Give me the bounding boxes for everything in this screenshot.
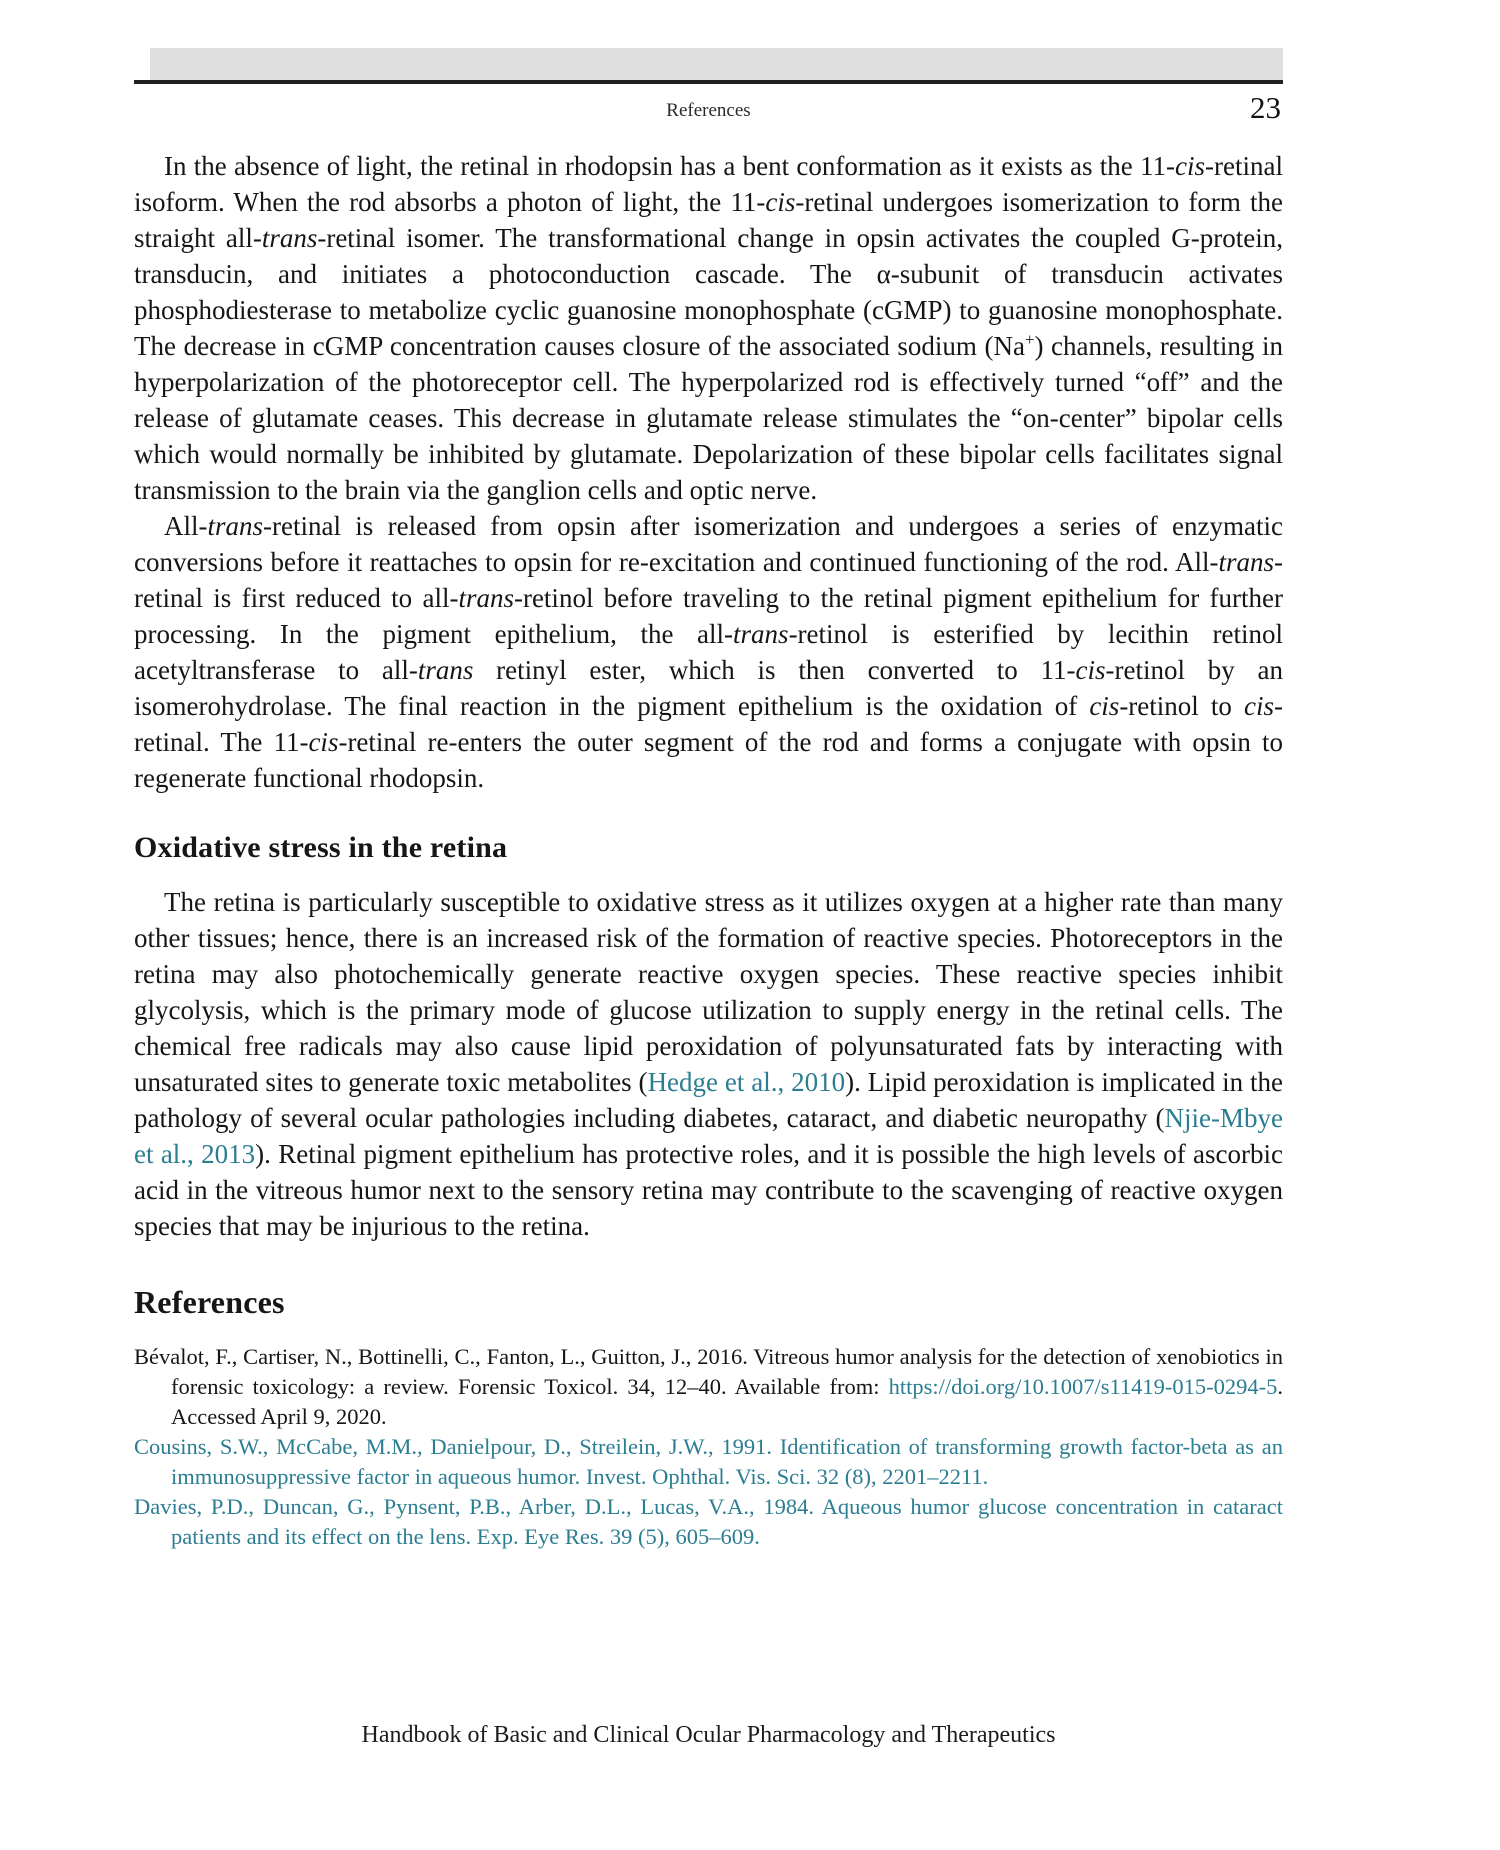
reference-entry	[134, 1342, 1283, 1432]
page-number: 23	[1250, 90, 1281, 125]
italic-term: cis	[1089, 691, 1120, 721]
page-header	[134, 84, 1283, 148]
text-segment: -retinol to	[1119, 691, 1244, 721]
text-segment: -retinal. The 11-	[134, 691, 1283, 757]
citation-link-njie-mbye-2013[interactable]: Njie-Mbye et al., 2013	[134, 1103, 1283, 1169]
italic-term: trans	[207, 511, 264, 541]
references-list	[134, 1342, 1283, 1552]
article-body	[134, 148, 1283, 1552]
italic-term: cis	[1175, 151, 1206, 181]
italic-term: trans	[261, 223, 318, 253]
text-segment: ). Retinal pigment epithelium has protective roles, and it is possible the high levels of ascorbic acid in the vitreous humor next to the sensory retina may contribute to the scavenging of reactive oxygen species that may be injurious to the retina.	[134, 1139, 1283, 1241]
section-heading: Oxidative stress in the retina	[134, 831, 508, 864]
citation-link-hedge-2010[interactable]: Hedge et al., 2010	[647, 1067, 846, 1097]
text-segment: -retinal is released from opsin after isomerization and undergoes a series of enzymatic conversions before it reattaches to opsin for re-excitation and continued functioning of the rod. All-	[134, 511, 1283, 577]
text-segment: In the absence of light, the retinal in rhodopsin has a bent conformation as it exists as the 11-	[164, 151, 1176, 181]
italic-term: trans	[458, 583, 514, 613]
text-segment: ). Lipid peroxidation is implicated in the pathology of several ocular pathologies including diabetes, cataract, and diabetic neuropathy (	[134, 1067, 1284, 1133]
body-paragraph	[134, 148, 1283, 508]
text-segment: . Accessed April 9, 2020.	[171, 1374, 1283, 1429]
text-segment: -retinol is esterified by lecithin retinol acetyltransferase to all-	[134, 619, 1283, 685]
text-segment: -retinal re-enters the outer segment of the rod and forms a conjugate with opsin to regenerate functional rhodopsin.	[134, 727, 1283, 793]
italic-term: cis	[1075, 655, 1106, 685]
text-segment: -retinal undergoes isomerization to form the straight all-	[134, 187, 1283, 253]
italic-term: trans	[1218, 547, 1274, 577]
doi-link-bevalot-2016[interactable]: https://doi.org/10.1007/s11419-015-0294-5	[888, 1374, 1278, 1399]
book-title-footer: Handbook of Basic and Clinical Ocular Pharmacology and Therapeutics	[361, 1722, 1056, 1748]
italic-term: trans	[417, 655, 474, 685]
text-segment: -retinal isoform. When the rod absorbs a photon of light, the 11-	[134, 151, 1283, 217]
italic-term: cis	[308, 727, 339, 757]
text-segment: -retinol by an isomerohydrolase. The final reaction in the pigment epithelium is the oxidation of	[134, 655, 1284, 721]
page-content-column	[134, 0, 1283, 1552]
text-segment: -retinal is first reduced to all-	[134, 547, 1283, 613]
text-segment: All-	[164, 511, 208, 541]
italic-term: cis	[765, 187, 796, 217]
text-segment: ) channels, resulting in hyperpolarization of the photoreceptor cell. The hyperpolarized rod is effectively turned “off” and the release of glutamate ceases. This decrease in glutamate release stimulates the “on-center” bipolar cells which would normally be inhibited by glutamate. Depolarization of these bipolar cells facilitates signal transmission to the brain via the ganglion cells and optic nerve.	[134, 331, 1283, 505]
text-segment: -retinol before traveling to the retinal pigment epithelium for further processing. In the pigment epithelium, the all-	[134, 583, 1283, 649]
body-paragraph	[134, 508, 1283, 796]
italic-term: trans	[733, 619, 789, 649]
body-paragraph	[134, 884, 1283, 1244]
text-segment: retinyl ester, which is then converted to 11-	[473, 655, 1076, 685]
italic-term: cis	[1244, 691, 1274, 721]
reference-entry	[134, 1492, 1283, 1552]
reference-entry	[134, 1432, 1283, 1492]
superscript-text: +	[1024, 330, 1035, 349]
text-segment: Bévalot, F., Cartiser, N., Bottinelli, C., Fanton, L., Guitton, J., 2016. Vitreous humor analysis for the detection of xenobiotics in forensic toxicology: a review. Forensic Toxicol. 34, 12–40. Available from:	[134, 1344, 1283, 1399]
running-header: References	[666, 100, 751, 121]
reference-link-cousins-1991[interactable]: Cousins, S.W., McCabe, M.M., Danielpour, D., Streilein, J.W., 1991. Identification of transforming growth factor-beta as an immunosuppressive factor in aqueous humor. Invest. Ophthal. Vis. Sci. 32 (8), 2201–2211.	[134, 1434, 1283, 1489]
text-segment: The retina is particularly susceptible to oxidative stress as it utilizes oxygen at a higher rate than many other tissues; hence, there is an increased risk of the formation of reactive species. Photoreceptors in the retina may also photochemically generate reactive oxygen species. These reactive species inhibit glycolysis, which is the primary mode of glucose utilization to supply energy in the retinal cells. The chemical free radicals may also cause lipid peroxidation of polyunsaturated fats by interacting with unsaturated sites to generate toxic metabolites (	[134, 887, 1283, 1097]
reference-link-davies-1984[interactable]: Davies, P.D., Duncan, G., Pynsent, P.B., Arber, D.L., Lucas, V.A., 1984. Aqueous humor glucose concentration in cataract patients and its effect on the lens. Exp. Eye Res. 39 (5), 605–609.	[134, 1494, 1283, 1549]
header-decoration-bar	[150, 48, 1283, 80]
references-heading: References	[134, 1284, 285, 1320]
text-segment: -retinal isomer. The transformational change in opsin activates the coupled G-protein, transducin, and initiates a photoconduction cascade. The α-subunit of transducin activates phosphodiesterase to metabolize cyclic guanosine monophosphate (cGMP) to guanosine monophosphate. The decrease in cGMP concentration causes closure of the associated sodium (Na	[134, 223, 1283, 361]
